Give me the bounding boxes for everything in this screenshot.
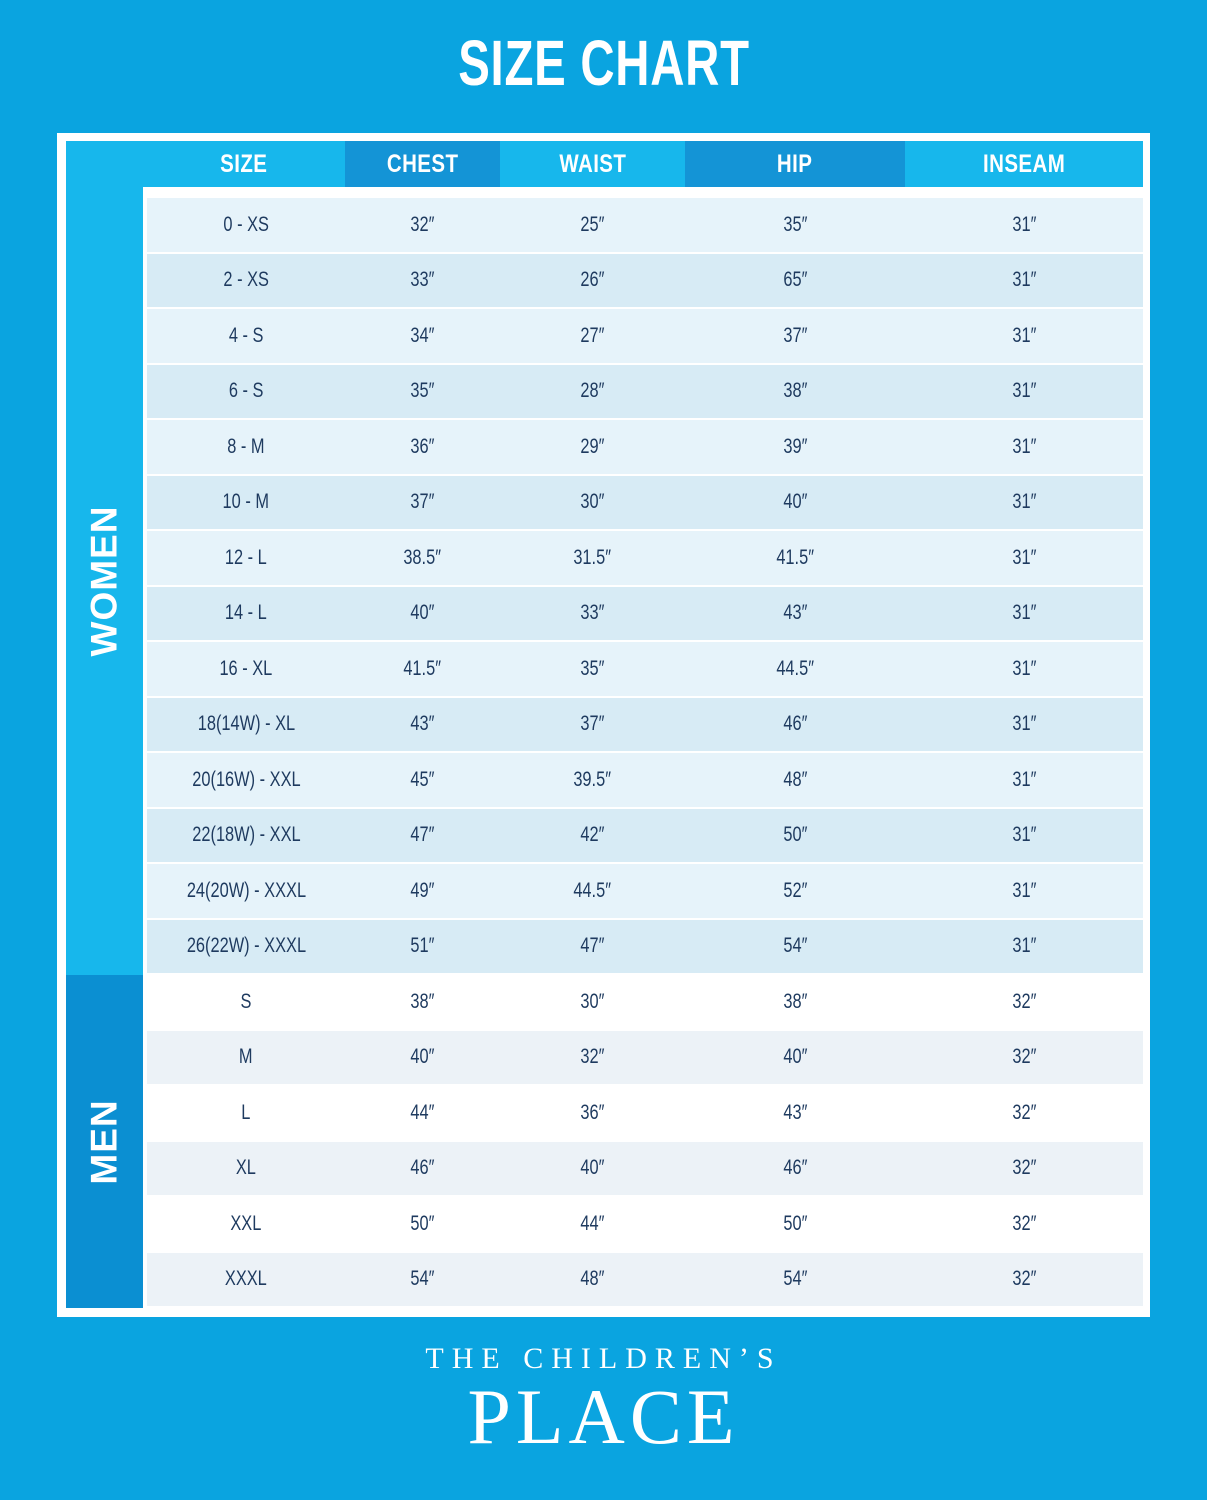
brand-name-top: THE CHILDREN’S bbox=[425, 1342, 782, 1375]
cell-hip bbox=[685, 657, 905, 681]
cell-chest-text: 44″ bbox=[410, 1100, 435, 1124]
cell-chest-text: 41.5″ bbox=[403, 656, 442, 680]
cell-inseam-text: 31″ bbox=[1011, 934, 1037, 958]
cell-hip bbox=[685, 324, 905, 348]
cell-size bbox=[147, 823, 345, 847]
cell-inseam bbox=[905, 657, 1143, 681]
cell-chest-text: 45″ bbox=[410, 767, 435, 791]
page-title-text: SIZE CHART bbox=[457, 27, 750, 99]
cell-size bbox=[147, 324, 345, 348]
cell-hip-text: 35″ bbox=[782, 212, 808, 236]
header-size bbox=[66, 141, 345, 187]
cell-waist bbox=[500, 823, 685, 847]
cell-size-text: 12 - L bbox=[225, 545, 267, 569]
cell-chest-text: 37″ bbox=[410, 490, 435, 514]
table-row bbox=[147, 420, 1143, 476]
cell-waist bbox=[500, 1212, 685, 1236]
cell-hip-text: 65″ bbox=[782, 268, 808, 292]
cell-size bbox=[147, 990, 345, 1014]
header-inseam bbox=[905, 141, 1143, 187]
cell-size bbox=[147, 268, 345, 292]
cell-hip-text: 38″ bbox=[782, 379, 808, 403]
cell-waist-text: 44″ bbox=[580, 1211, 605, 1235]
cell-inseam bbox=[905, 546, 1143, 570]
cell-chest bbox=[345, 934, 500, 958]
table-frame bbox=[57, 133, 1150, 1317]
cell-inseam-text: 31″ bbox=[1011, 601, 1037, 625]
cell-inseam-text: 31″ bbox=[1011, 767, 1037, 791]
cell-chest bbox=[345, 1156, 500, 1180]
cell-size-text: XL bbox=[235, 1156, 257, 1180]
header-hip-label: HIP bbox=[777, 149, 813, 178]
cell-size bbox=[147, 1212, 345, 1236]
cell-inseam-text: 31″ bbox=[1011, 212, 1037, 236]
cell-hip-text: 40″ bbox=[782, 490, 808, 514]
cell-inseam bbox=[905, 490, 1143, 514]
cell-waist-text: 48″ bbox=[580, 1267, 605, 1291]
cell-size-text: 4 - S bbox=[228, 323, 264, 347]
table-header-row bbox=[66, 141, 1143, 187]
cell-chest-text: 35″ bbox=[410, 379, 435, 403]
cell-hip bbox=[685, 1156, 905, 1180]
cell-chest-text: 43″ bbox=[410, 712, 435, 736]
cell-chest-text: 40″ bbox=[410, 1045, 435, 1069]
cell-hip bbox=[685, 213, 905, 237]
cell-waist bbox=[500, 435, 685, 459]
cell-inseam-text: 31″ bbox=[1011, 545, 1037, 569]
cell-hip bbox=[685, 546, 905, 570]
cell-inseam bbox=[905, 1101, 1143, 1125]
cell-waist bbox=[500, 657, 685, 681]
cell-size-text: M bbox=[239, 1045, 253, 1069]
cell-chest bbox=[345, 490, 500, 514]
cell-inseam-text: 31″ bbox=[1011, 712, 1037, 736]
cell-size-text: XXXL bbox=[225, 1267, 267, 1291]
cell-hip-text: 43″ bbox=[782, 601, 808, 625]
cell-chest bbox=[345, 1101, 500, 1125]
cell-chest-text: 38.5″ bbox=[403, 545, 442, 569]
cell-waist bbox=[500, 879, 685, 903]
cell-chest-text: 34″ bbox=[410, 323, 435, 347]
women-section-label bbox=[66, 187, 143, 975]
cell-size-text: 6 - S bbox=[228, 379, 264, 403]
header-size-label: SIZE bbox=[220, 149, 268, 178]
cell-chest-text: 46″ bbox=[410, 1156, 435, 1180]
cell-inseam bbox=[905, 1156, 1143, 1180]
cell-size bbox=[147, 601, 345, 625]
cell-inseam bbox=[905, 879, 1143, 903]
cell-hip bbox=[685, 1212, 905, 1236]
cell-hip bbox=[685, 268, 905, 292]
table-row bbox=[147, 1142, 1143, 1198]
cell-waist-text: 26″ bbox=[580, 268, 605, 292]
cell-size bbox=[147, 1045, 345, 1069]
cell-hip-text: 44.5″ bbox=[776, 656, 814, 680]
cell-chest bbox=[345, 268, 500, 292]
cell-hip bbox=[685, 435, 905, 459]
cell-size-text: 8 - M bbox=[227, 434, 265, 458]
cell-chest-text: 40″ bbox=[410, 601, 435, 625]
cell-size-text: S bbox=[240, 989, 252, 1013]
cell-inseam-text: 31″ bbox=[1011, 434, 1037, 458]
cell-hip bbox=[685, 934, 905, 958]
cell-waist bbox=[500, 934, 685, 958]
cell-hip bbox=[685, 768, 905, 792]
cell-waist bbox=[500, 490, 685, 514]
cell-size bbox=[147, 1267, 345, 1291]
cell-size-text: XXL bbox=[230, 1211, 262, 1235]
header-hip bbox=[685, 141, 905, 187]
table-row bbox=[147, 809, 1143, 865]
cell-size-text: 16 - XL bbox=[219, 656, 273, 680]
header-inseam-label: INSEAM bbox=[982, 149, 1066, 178]
cell-chest bbox=[345, 1267, 500, 1291]
table-row bbox=[147, 531, 1143, 587]
cell-size-text: 26(22W) - XXXL bbox=[186, 934, 306, 958]
cell-size-text: 2 - XS bbox=[223, 268, 269, 292]
cell-waist bbox=[500, 712, 685, 736]
cell-hip-text: 50″ bbox=[782, 1211, 808, 1235]
cell-inseam bbox=[905, 379, 1143, 403]
cell-waist bbox=[500, 768, 685, 792]
cell-inseam-text: 32″ bbox=[1011, 1156, 1037, 1180]
cell-size bbox=[147, 879, 345, 903]
cell-inseam-text: 31″ bbox=[1011, 268, 1037, 292]
cell-size-text: 22(18W) - XXL bbox=[191, 823, 301, 847]
cell-inseam-text: 32″ bbox=[1011, 1100, 1037, 1124]
cell-size-text: L bbox=[241, 1100, 251, 1124]
cell-inseam bbox=[905, 1267, 1143, 1291]
cell-hip-text: 52″ bbox=[782, 878, 808, 902]
cell-inseam-text: 31″ bbox=[1011, 490, 1037, 514]
header-chest-label: CHEST bbox=[386, 149, 459, 178]
cell-hip bbox=[685, 490, 905, 514]
cell-hip-text: 38″ bbox=[782, 989, 808, 1013]
cell-inseam bbox=[905, 435, 1143, 459]
brand-name-bottom: PLACE bbox=[467, 1373, 740, 1460]
cell-hip-text: 43″ bbox=[782, 1100, 808, 1124]
cell-waist bbox=[500, 990, 685, 1014]
cell-chest bbox=[345, 435, 500, 459]
cell-hip-text: 41.5″ bbox=[776, 545, 814, 569]
cell-waist bbox=[500, 268, 685, 292]
women-label-text: WOMEN bbox=[83, 505, 125, 657]
cell-size bbox=[147, 712, 345, 736]
cell-inseam bbox=[905, 324, 1143, 348]
cell-chest bbox=[345, 1212, 500, 1236]
cell-waist bbox=[500, 1101, 685, 1125]
table-row bbox=[147, 1253, 1143, 1309]
cell-inseam-text: 32″ bbox=[1011, 1211, 1037, 1235]
cell-waist-text: 40″ bbox=[580, 1156, 605, 1180]
table-row bbox=[147, 587, 1143, 643]
cell-waist-text: 30″ bbox=[580, 989, 605, 1013]
cell-hip-text: 37″ bbox=[782, 323, 808, 347]
table-row bbox=[147, 975, 1143, 1031]
cell-waist-text: 30″ bbox=[580, 490, 605, 514]
cell-inseam bbox=[905, 934, 1143, 958]
cell-waist-text: 31.5″ bbox=[573, 545, 612, 569]
cell-inseam bbox=[905, 1212, 1143, 1236]
cell-waist bbox=[500, 601, 685, 625]
cell-waist bbox=[500, 324, 685, 348]
men-section-label bbox=[66, 975, 143, 1308]
cell-hip bbox=[685, 379, 905, 403]
cell-inseam bbox=[905, 1045, 1143, 1069]
cell-waist bbox=[500, 1156, 685, 1180]
cell-chest-text: 33″ bbox=[410, 268, 435, 292]
table-row bbox=[147, 642, 1143, 698]
cell-inseam-text: 31″ bbox=[1011, 323, 1037, 347]
cell-inseam bbox=[905, 712, 1143, 736]
cell-hip-text: 50″ bbox=[782, 823, 808, 847]
cell-inseam-text: 31″ bbox=[1011, 379, 1037, 403]
table-row bbox=[147, 476, 1143, 532]
cell-waist-text: 33″ bbox=[580, 601, 605, 625]
cell-size-text: 14 - L bbox=[225, 601, 267, 625]
cell-chest bbox=[345, 601, 500, 625]
cell-size-text: 0 - XS bbox=[223, 212, 269, 236]
table-row bbox=[147, 753, 1143, 809]
cell-inseam bbox=[905, 768, 1143, 792]
cell-waist-text: 36″ bbox=[580, 1100, 605, 1124]
table-row bbox=[147, 309, 1143, 365]
cell-inseam-text: 32″ bbox=[1011, 989, 1037, 1013]
cell-chest-text: 38″ bbox=[410, 989, 435, 1013]
cell-inseam bbox=[905, 268, 1143, 292]
cell-inseam-text: 31″ bbox=[1011, 878, 1037, 902]
table-row bbox=[147, 698, 1143, 754]
cell-chest bbox=[345, 379, 500, 403]
cell-inseam-text: 32″ bbox=[1011, 1045, 1037, 1069]
cell-chest-text: 49″ bbox=[410, 878, 435, 902]
cell-chest bbox=[345, 1045, 500, 1069]
cell-waist bbox=[500, 379, 685, 403]
cell-waist bbox=[500, 1045, 685, 1069]
cell-size bbox=[147, 1101, 345, 1125]
cell-size bbox=[147, 546, 345, 570]
header-waist-label: WAIST bbox=[559, 149, 626, 178]
header-chest bbox=[345, 141, 500, 187]
cell-size bbox=[147, 768, 345, 792]
cell-hip bbox=[685, 1267, 905, 1291]
cell-chest-text: 51″ bbox=[410, 934, 435, 958]
cell-chest-text: 54″ bbox=[410, 1267, 435, 1291]
cell-hip bbox=[685, 823, 905, 847]
cell-hip-text: 54″ bbox=[782, 1267, 808, 1291]
brand-logo bbox=[0, 1342, 1207, 1460]
cell-hip-text: 46″ bbox=[782, 712, 808, 736]
men-label-text: MEN bbox=[83, 1098, 125, 1185]
table-row bbox=[147, 254, 1143, 310]
cell-waist-text: 47″ bbox=[580, 934, 605, 958]
cell-hip-text: 40″ bbox=[782, 1045, 808, 1069]
cell-chest bbox=[345, 657, 500, 681]
cell-waist-text: 42″ bbox=[580, 823, 605, 847]
cell-chest-text: 32″ bbox=[410, 212, 435, 236]
cell-chest bbox=[345, 768, 500, 792]
cell-waist-text: 29″ bbox=[580, 434, 605, 458]
cell-chest bbox=[345, 823, 500, 847]
cell-size bbox=[147, 435, 345, 459]
cell-chest-text: 36″ bbox=[410, 434, 435, 458]
cell-hip bbox=[685, 1045, 905, 1069]
cell-chest-text: 47″ bbox=[410, 823, 435, 847]
cell-waist-text: 35″ bbox=[580, 656, 605, 680]
cell-hip bbox=[685, 601, 905, 625]
cell-chest bbox=[345, 324, 500, 348]
cell-inseam bbox=[905, 823, 1143, 847]
cell-hip bbox=[685, 990, 905, 1014]
cell-size bbox=[147, 379, 345, 403]
cell-inseam-text: 31″ bbox=[1011, 656, 1037, 680]
cell-waist-text: 25″ bbox=[580, 212, 605, 236]
cell-chest bbox=[345, 990, 500, 1014]
cell-size-text: 24(20W) - XXXL bbox=[186, 878, 306, 902]
cell-chest bbox=[345, 213, 500, 237]
table-row bbox=[147, 1031, 1143, 1087]
cell-inseam bbox=[905, 213, 1143, 237]
cell-waist-text: 32″ bbox=[580, 1045, 605, 1069]
cell-hip-text: 46″ bbox=[782, 1156, 808, 1180]
cell-hip bbox=[685, 1101, 905, 1125]
cell-size-text: 20(16W) - XXL bbox=[191, 767, 301, 791]
table-row bbox=[147, 365, 1143, 421]
cell-size bbox=[147, 213, 345, 237]
cell-inseam-text: 32″ bbox=[1011, 1267, 1037, 1291]
cell-waist-text: 39.5″ bbox=[573, 767, 612, 791]
cell-waist-text: 27″ bbox=[580, 323, 605, 347]
cell-chest-text: 50″ bbox=[410, 1211, 435, 1235]
cell-waist-text: 37″ bbox=[580, 712, 605, 736]
cell-hip-text: 48″ bbox=[782, 767, 808, 791]
table-row bbox=[147, 920, 1143, 976]
cell-waist bbox=[500, 546, 685, 570]
cell-inseam-text: 31″ bbox=[1011, 823, 1037, 847]
cell-size bbox=[147, 490, 345, 514]
cell-waist bbox=[500, 1267, 685, 1291]
cell-waist bbox=[500, 213, 685, 237]
cell-hip bbox=[685, 879, 905, 903]
cell-chest bbox=[345, 712, 500, 736]
header-waist bbox=[500, 141, 685, 187]
table-row bbox=[147, 1197, 1143, 1253]
cell-size bbox=[147, 934, 345, 958]
table-row bbox=[147, 1086, 1143, 1142]
cell-chest bbox=[345, 879, 500, 903]
table-row bbox=[147, 864, 1143, 920]
cell-hip bbox=[685, 712, 905, 736]
cell-waist-text: 28″ bbox=[580, 379, 605, 403]
cell-chest bbox=[345, 546, 500, 570]
cell-size-text: 18(14W) - XL bbox=[197, 712, 295, 736]
cell-hip-text: 39″ bbox=[782, 434, 808, 458]
page-title bbox=[0, 26, 1207, 100]
cell-size bbox=[147, 657, 345, 681]
table-body bbox=[147, 198, 1143, 1308]
cell-size-text: 10 - M bbox=[222, 490, 270, 514]
cell-inseam bbox=[905, 990, 1143, 1014]
cell-size bbox=[147, 1156, 345, 1180]
cell-hip-text: 54″ bbox=[782, 934, 808, 958]
cell-inseam bbox=[905, 601, 1143, 625]
cell-waist-text: 44.5″ bbox=[573, 878, 612, 902]
table-row bbox=[147, 198, 1143, 254]
